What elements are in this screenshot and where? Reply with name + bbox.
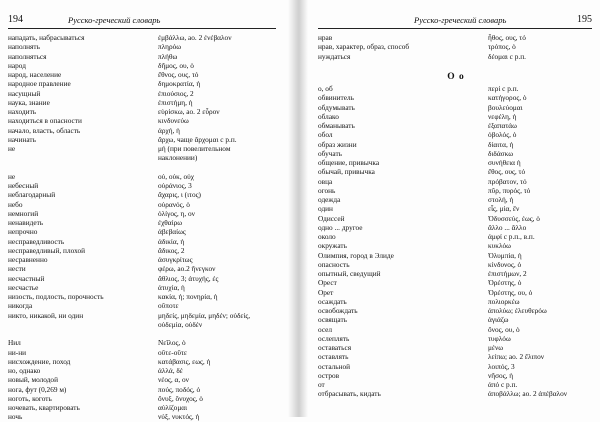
dictionary-entry xyxy=(8,190,280,199)
dictionary-entry xyxy=(318,130,594,139)
russian-headword: огонь xyxy=(318,185,336,195)
greek-translation: περί с р.п. xyxy=(488,84,519,93)
greek-translation: μηδείς, μηδεμία, μηδέν; οὐδείς, xyxy=(158,310,251,320)
russian-headword: ни-ни xyxy=(8,347,27,357)
russian-headword: нисхождение, поход xyxy=(8,356,71,366)
russian-headword: несравненно xyxy=(8,255,48,264)
dictionary-entry xyxy=(8,89,280,98)
right-running-title: Русско-греческий словарь xyxy=(414,15,507,25)
russian-headword: ослеплять xyxy=(318,333,350,343)
russian-headword: низость, подлость, порочность xyxy=(8,292,104,301)
dictionary-entry xyxy=(8,375,280,384)
greek-translation: ἄλλο ... ἄλλο xyxy=(488,222,527,232)
russian-headword: одно ... другое xyxy=(318,222,363,232)
dictionary-entry xyxy=(318,251,594,260)
dictionary-entry xyxy=(318,343,594,352)
greek-translation: ἦθος, ους, τό xyxy=(488,33,526,42)
greek-translation: κινδυνεύω xyxy=(158,116,189,126)
greek-translation: ἔθνος, ους, τό xyxy=(158,70,199,79)
russian-headword: Орест xyxy=(318,278,337,288)
dictionary-entry xyxy=(318,195,594,204)
section-letter-heading: О о xyxy=(447,72,465,82)
russian-headword: никто, никакой, ни один xyxy=(8,310,84,320)
dictionary-entry xyxy=(8,311,280,320)
greek-translation: μένω xyxy=(488,343,504,352)
dictionary-entry xyxy=(318,223,594,232)
dictionary-entry xyxy=(318,93,594,102)
greek-translation: οὔτε-οὔτε xyxy=(158,347,187,357)
dictionary-entry xyxy=(318,33,594,42)
russian-headword: никогда xyxy=(8,301,33,311)
greek-translation: ἐχθαίρω xyxy=(158,218,183,227)
dictionary-entry xyxy=(8,348,280,357)
greek-translation: νεφέλη, ἡ xyxy=(488,111,517,121)
greek-translation: ἄθλιος, 3; ἀτυχής, ές xyxy=(158,273,219,283)
greek-translation: ἀδικία, ἡ xyxy=(158,236,185,246)
greek-translation: μή (при повелительном xyxy=(158,144,231,153)
russian-headword: находиться в опасности xyxy=(8,116,82,126)
russian-headword: находить xyxy=(8,107,37,116)
dictionary-entry xyxy=(8,246,280,255)
russian-headword: опытный, сведущий xyxy=(318,269,381,278)
dictionary-entry xyxy=(8,403,280,412)
russian-headword: насущный xyxy=(8,88,41,98)
russian-headword: ненавидеть xyxy=(8,218,44,227)
russian-headword: оставаться xyxy=(318,343,352,352)
greek-translation: οὔποτε xyxy=(158,301,179,311)
russian-headword: Орет xyxy=(318,287,334,297)
greek-translation: ἀπό с р.п. xyxy=(488,380,518,389)
book-gutter xyxy=(288,0,308,417)
right-page-number: 195 xyxy=(577,14,592,25)
greek-translation: ἔθος, ους, τό xyxy=(488,167,526,177)
russian-headword: от xyxy=(318,380,325,389)
russian-headword: обвинитель xyxy=(318,93,354,103)
greek-translation: εὑρίσκω, ao. 2 εὗρον xyxy=(158,107,220,116)
dictionary-entry xyxy=(8,338,280,347)
russian-headword: небесный xyxy=(8,181,39,190)
greek-translation: δίαιτα, ἡ xyxy=(488,139,514,149)
russian-headword: ночевать, квартировать xyxy=(8,403,80,412)
entry-spacer xyxy=(8,329,280,338)
dictionary-entry xyxy=(318,278,594,287)
russian-headword: о, об xyxy=(318,84,333,93)
russian-headword: ночь xyxy=(8,412,23,422)
greek-translation: στολή, ἡ xyxy=(488,195,514,204)
greek-translation: νύξ, νυκτός, ἡ xyxy=(158,412,200,422)
greek-translation: ἄχαρις, ι (ιτος) xyxy=(158,190,201,200)
greek-translation: ἀλλά, δέ xyxy=(158,366,183,375)
greek-translation: οὐδεμία, οὐδέν xyxy=(158,319,203,329)
greek-translation: ἐπιστήμων, 2 xyxy=(488,269,527,278)
dictionary-entry xyxy=(318,103,594,112)
dictionary-entry xyxy=(8,385,280,394)
russian-headword: окружать xyxy=(318,241,347,251)
russian-headword: нога, фут (0,269 м) xyxy=(8,384,67,394)
russian-headword: остров xyxy=(318,370,340,380)
dictionary-entry xyxy=(8,181,280,190)
russian-headword: народное правление xyxy=(8,79,71,89)
dictionary-entry xyxy=(8,107,280,116)
greek-translation: ὄνυξ, ὄνυχος, ὁ xyxy=(158,393,203,403)
dictionary-entry xyxy=(318,297,594,306)
greek-translation: οὐράνιος, 3 xyxy=(158,181,192,190)
russian-headword: небо xyxy=(8,199,23,209)
russian-headword: Олимпия, город в Элиде xyxy=(318,250,394,260)
dictionary-entry xyxy=(318,42,594,51)
russian-headword: народ xyxy=(8,60,26,70)
dictionary-entry xyxy=(8,135,280,144)
russian-headword: образ жизни xyxy=(318,139,357,149)
russian-headword: нападать, набрасываться xyxy=(8,33,85,42)
greek-translation: наклонении) xyxy=(158,153,198,163)
right-page-header xyxy=(318,14,592,29)
dictionary-entry xyxy=(318,362,594,371)
russian-headword: обычай, привычка xyxy=(318,167,375,177)
russian-headword: обдумывать xyxy=(318,102,355,112)
russian-headword: опасность xyxy=(318,259,350,269)
dictionary-entry xyxy=(8,33,280,42)
russian-headword: освобождать xyxy=(318,306,358,315)
entry-spacer xyxy=(8,163,280,172)
russian-headword: нрав, характер, образ, способ xyxy=(318,42,410,52)
greek-translation: Ὀρέστης, ου, ὁ xyxy=(488,287,533,297)
dictionary-entry xyxy=(8,292,280,301)
dictionary-entry xyxy=(8,42,280,51)
dictionary-entry xyxy=(8,320,280,329)
dictionary-entry xyxy=(8,274,280,283)
greek-translation: κυκλόω xyxy=(488,241,511,251)
dictionary-entry xyxy=(8,264,280,273)
russian-headword: общение, привычка xyxy=(318,158,380,167)
right-page xyxy=(306,0,600,417)
dictionary-entry xyxy=(8,52,280,61)
dictionary-entry xyxy=(8,366,280,375)
greek-translation: εἷς, μία, ἕν xyxy=(488,204,520,214)
greek-translation: βουλεύομαι xyxy=(488,102,523,112)
greek-translation: ὀλίγος, η, ον xyxy=(158,208,195,218)
greek-translation: φέρω, ao.2 ἤνεγκον xyxy=(158,264,216,274)
dictionary-entry xyxy=(8,209,280,218)
greek-translation: νέος, α, ον xyxy=(158,375,189,385)
dictionary-entry xyxy=(318,380,594,389)
greek-translation: τυφλόω xyxy=(488,333,511,343)
dictionary-entry xyxy=(318,352,594,361)
russian-headword: облако xyxy=(318,111,339,121)
greek-translation: ἀτυχία, ἡ xyxy=(158,282,185,292)
russian-headword: не xyxy=(8,144,16,153)
dictionary-entry xyxy=(8,144,280,153)
russian-headword: около xyxy=(318,232,336,241)
russian-headword: немногий xyxy=(8,208,39,218)
dictionary-entry xyxy=(318,315,594,324)
greek-translation: νῆσος, ἡ xyxy=(488,370,514,380)
dictionary-entry xyxy=(318,325,594,334)
russian-headword: наука, знание xyxy=(8,97,50,107)
greek-translation: λοιπός, 3 xyxy=(488,361,515,371)
greek-translation: Ὀδυσσεύς, έως, ὁ xyxy=(488,213,540,223)
russian-headword: одежда xyxy=(318,195,341,204)
greek-translation: Νεῖλος, ὁ xyxy=(158,338,186,348)
dictionary-entry xyxy=(8,394,280,403)
russian-headword: наполняться xyxy=(8,51,47,61)
russian-headword: освящать xyxy=(318,315,347,325)
left-entry-list xyxy=(8,33,280,422)
russian-headword: несчастье xyxy=(8,282,39,292)
russian-headword: Нил xyxy=(8,338,21,348)
russian-headword: нуждаться xyxy=(318,51,351,61)
greek-translation: πολιορκέω xyxy=(488,296,520,306)
russian-headword: оставлять xyxy=(318,352,349,362)
greek-translation: διδάσκω xyxy=(488,148,514,158)
russian-headword: обол xyxy=(318,130,333,140)
dictionary-entry xyxy=(318,371,594,380)
dictionary-entry xyxy=(8,126,280,135)
greek-translation: οὐ, οὐκ, οὐχ xyxy=(158,171,194,181)
russian-headword: несправедливость xyxy=(8,236,65,246)
russian-headword: несчастный xyxy=(8,273,45,283)
greek-translation: κατήγορος, ὁ xyxy=(488,93,527,103)
russian-headword: новый, молодой xyxy=(8,375,58,385)
dictionary-entry xyxy=(8,301,280,310)
dictionary-entry xyxy=(8,283,280,292)
dictionary-entry xyxy=(8,172,280,181)
left-page-header xyxy=(8,14,276,29)
dictionary-entry xyxy=(8,200,280,209)
greek-translation: ἄδικος, 2 xyxy=(158,245,185,255)
greek-translation: ὀβολός, ὁ xyxy=(488,130,517,140)
dictionary-entry xyxy=(318,334,594,343)
greek-translation: Ὀρέστης, ὁ xyxy=(488,278,522,288)
greek-translation: πρόβατον, τό xyxy=(488,176,527,186)
dictionary-entry xyxy=(318,186,594,195)
russian-headword: нести xyxy=(8,264,26,274)
russian-headword: осаждать xyxy=(318,296,347,306)
greek-translation: τρόπος, ὁ xyxy=(488,42,516,52)
dictionary-entry xyxy=(8,357,280,366)
greek-translation: ἀποβάλλω; ao. 2 ἀπέβαλον xyxy=(488,389,568,399)
right-entry-list xyxy=(318,33,594,399)
russian-headword: Одиссей xyxy=(318,213,345,223)
greek-translation: δημοκρατία, ἡ xyxy=(158,79,201,89)
dictionary-entry xyxy=(318,52,594,61)
greek-translation: ὄνος, ου, ὁ xyxy=(488,324,520,334)
russian-headword: несправедливый, плохой xyxy=(8,245,85,255)
dictionary-entry xyxy=(8,237,280,246)
dictionary-entry xyxy=(318,269,594,278)
greek-translation: κίνδυνος, ὁ xyxy=(488,259,522,269)
greek-translation: οὐρανός, ὁ xyxy=(158,199,190,209)
russian-headword: не xyxy=(8,171,16,181)
dictionary-entry xyxy=(8,153,280,162)
russian-headword: нрав xyxy=(318,33,333,42)
dictionary-entry xyxy=(8,70,280,79)
greek-translation: ἀπολύω; ἐλευθερόω xyxy=(488,306,547,315)
russian-headword: непрочно xyxy=(8,227,38,237)
dictionary-entry xyxy=(8,227,280,236)
russian-headword: осел xyxy=(318,324,333,334)
dictionary-entry xyxy=(318,140,594,149)
greek-translation: κακία, ἡ; πονηρία, ἡ xyxy=(158,292,218,301)
russian-headword: народ, население xyxy=(8,70,62,79)
russian-headword: один xyxy=(318,204,333,214)
dictionary-entry xyxy=(8,218,280,227)
russian-headword: обманывать xyxy=(318,121,355,130)
russian-headword: остальной xyxy=(318,361,351,371)
greek-translation: κατάβασις, εως, ἡ xyxy=(158,356,211,366)
greek-translation: αὐλίζομαι xyxy=(158,403,188,412)
dictionary-entry xyxy=(318,149,594,158)
greek-translation: ἄρχω, чаще ἄρχομαι с р.п. xyxy=(158,134,237,144)
greek-translation: δῆμος, ου, ὁ xyxy=(158,60,194,70)
dictionary-entry xyxy=(318,260,594,269)
greek-translation: πλήθω xyxy=(158,51,178,61)
greek-translation: πούς, ποδός, ὁ xyxy=(158,384,201,394)
greek-translation: πληρόω xyxy=(158,42,182,52)
russian-headword: наполнять xyxy=(8,42,40,52)
dictionary-entry xyxy=(8,116,280,125)
dictionary-entry xyxy=(318,214,594,223)
russian-headword: но, однако xyxy=(8,366,41,375)
greek-translation: ἀσυγκρίτως xyxy=(158,255,193,264)
greek-translation: ἐπιστήμη, ἡ xyxy=(158,97,193,107)
greek-translation: πῦρ, πυρός, τό xyxy=(488,185,531,195)
dictionary-entry xyxy=(318,121,594,130)
russian-headword: ноготь, коготь xyxy=(8,393,52,403)
greek-translation: ἀβεβαίως xyxy=(158,227,186,237)
dictionary-entry xyxy=(8,255,280,264)
dictionary-entry xyxy=(318,389,594,398)
left-page-number: 194 xyxy=(8,14,23,25)
dictionary-entry xyxy=(318,232,594,241)
greek-translation: ἀρχή, ἡ xyxy=(158,125,180,135)
dictionary-entry xyxy=(318,241,594,250)
greek-translation: ἐξαπατάω xyxy=(488,121,517,130)
dictionary-entry xyxy=(318,84,594,93)
russian-headword: обучать xyxy=(318,148,342,158)
dictionary-entry xyxy=(318,167,594,176)
greek-translation: λείπω; ao. 2 ἔλιπον xyxy=(488,352,545,362)
left-running-title: Русско-греческий словарь xyxy=(68,15,161,25)
greek-translation: ἁγιάζω xyxy=(488,315,509,325)
russian-headword: отбрасывать, кидать xyxy=(318,389,381,399)
dictionary-entry xyxy=(318,177,594,186)
dictionary-entry xyxy=(318,288,594,297)
dictionary-entry xyxy=(318,158,594,167)
dictionary-entry xyxy=(318,306,594,315)
russian-headword: начало, власть, область xyxy=(8,125,81,135)
greek-translation: ἐπιούσιος, 2 xyxy=(158,88,194,98)
dictionary-entry xyxy=(8,61,280,70)
dictionary-entry xyxy=(318,112,594,121)
greek-translation: ἐμβάλλω, ao. 2 ἐνέβαλον xyxy=(158,33,232,42)
russian-headword: неблагодарный xyxy=(8,190,56,200)
greek-translation: δέομαι с р.п. xyxy=(488,51,526,61)
greek-translation: συνήθεια ἡ xyxy=(488,158,521,167)
greek-translation: ἀμφί с р.п., в.п. xyxy=(488,232,535,241)
left-page xyxy=(0,0,290,422)
dictionary-entry xyxy=(8,79,280,88)
russian-headword: овца xyxy=(318,176,333,186)
russian-headword: начинать xyxy=(8,134,36,144)
greek-translation: Ὀλυμπία, ἡ xyxy=(488,250,522,260)
entry-spacer xyxy=(318,61,594,70)
dictionary-entry xyxy=(8,98,280,107)
dictionary-entry xyxy=(318,204,594,213)
